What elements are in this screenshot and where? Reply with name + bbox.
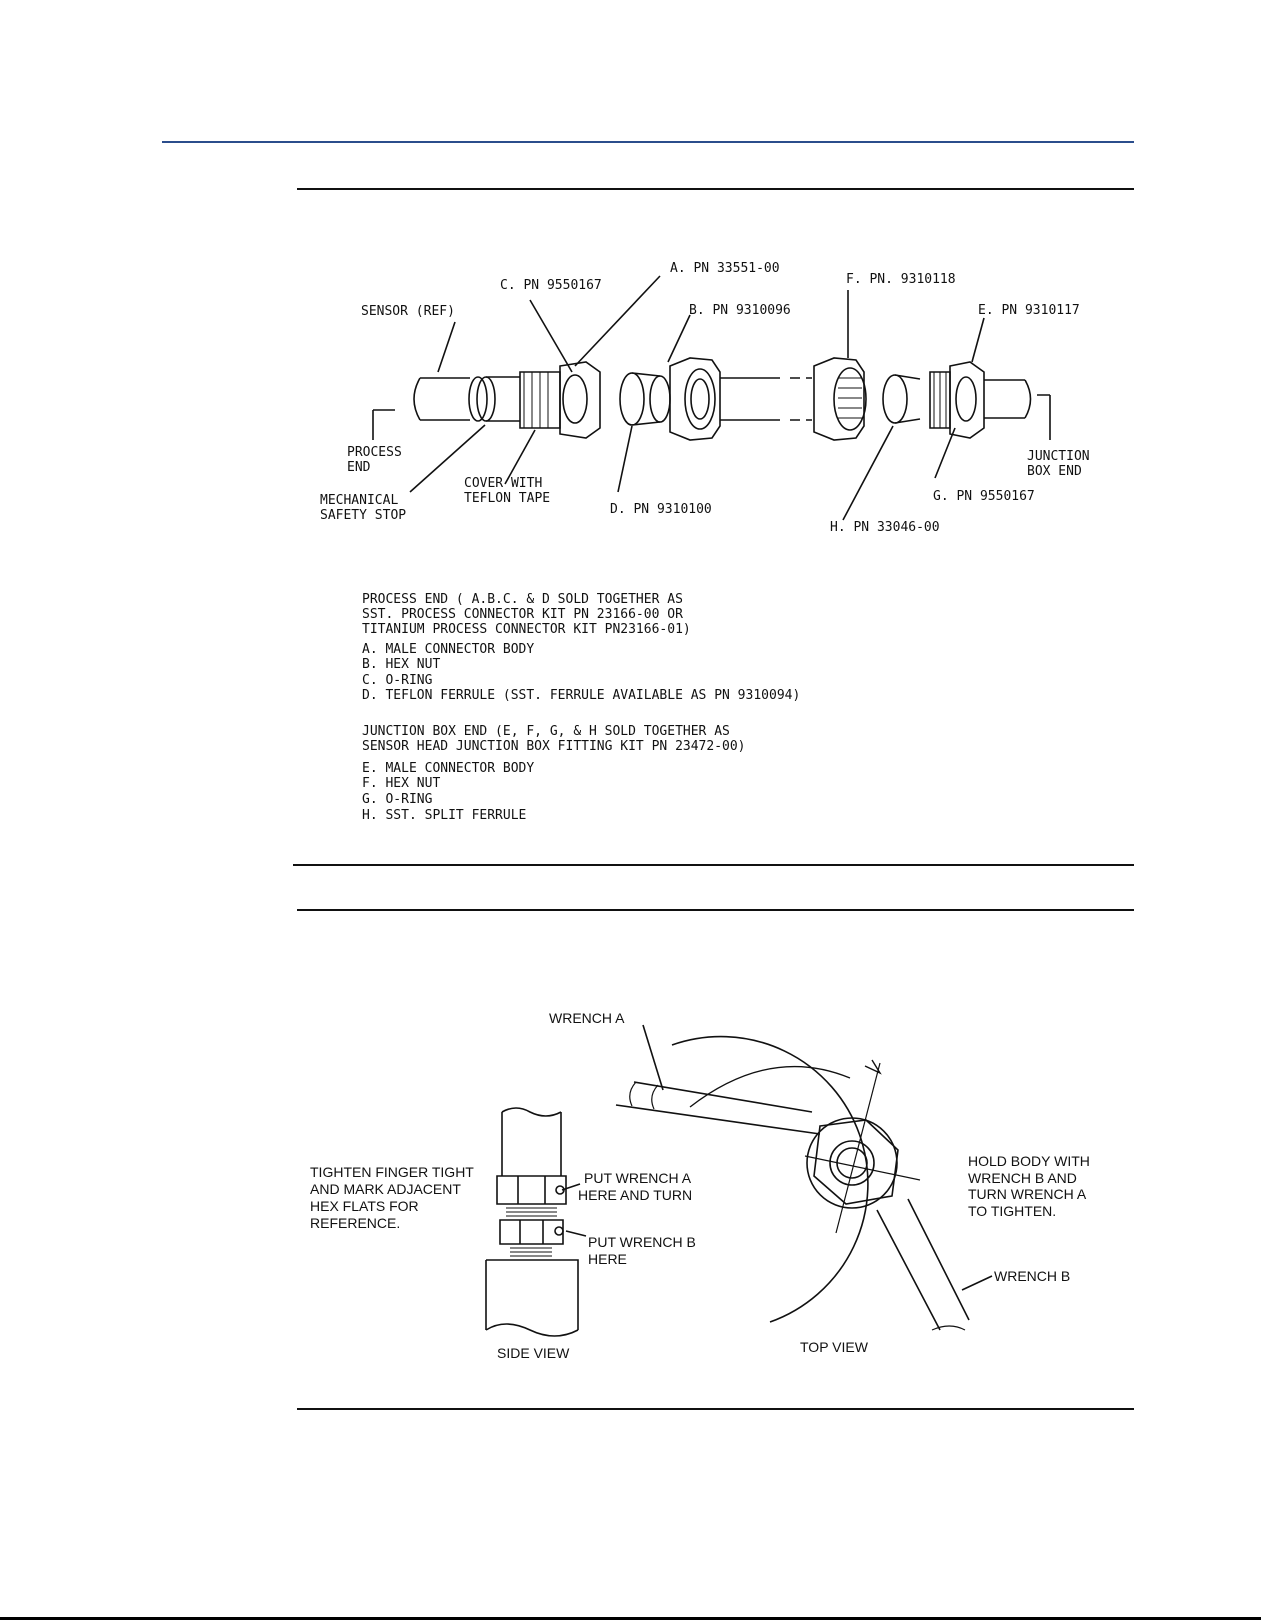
legend-junction-1: JUNCTION BOX END (E, F, G, & H SOLD TOGETHER AS	[362, 724, 730, 739]
junction-item-h: H. SST. SPLIT FERRULE	[362, 808, 527, 823]
wrench-labels	[310, 1010, 1090, 1361]
leader-wrench-b	[962, 1276, 992, 1290]
leader-sensor	[438, 322, 455, 372]
process-item-c: C. O-RING	[362, 673, 433, 688]
label-cover-2: TEFLON TAPE	[464, 491, 551, 506]
label-hold-3: TURN WRENCH A	[968, 1186, 1087, 1202]
side-hex-b	[500, 1220, 563, 1244]
label-tighten-1: TIGHTEN FINGER TIGHT	[310, 1164, 474, 1180]
hex-e	[950, 362, 984, 438]
label-wrench-b: WRENCH B	[994, 1268, 1071, 1284]
label-sensor-ref: SENSOR (REF)	[361, 304, 455, 319]
label-hold-4: TO TIGHTEN.	[968, 1203, 1057, 1219]
legend-process-1: PROCESS END ( A.B.C. & D SOLD TOGETHER AS	[362, 592, 683, 607]
leader-e	[972, 318, 984, 362]
wrench-b-handle	[877, 1199, 969, 1330]
leader-junction	[1037, 395, 1050, 440]
leader-d	[618, 426, 632, 492]
label-put-a-2: HERE AND TURN	[578, 1187, 693, 1203]
label-wrench-a: WRENCH A	[549, 1010, 625, 1026]
side-tube	[502, 1112, 561, 1176]
side-body	[486, 1260, 578, 1330]
label-tighten-4: REFERENCE.	[310, 1215, 401, 1231]
junction-item-f: F. HEX NUT	[362, 776, 441, 791]
label-d: D. PN 9310100	[610, 502, 712, 517]
legend-junction-2: SENSOR HEAD JUNCTION BOX FITTING KIT PN 23472-00)	[362, 739, 746, 754]
label-mech-stop-2: SAFETY STOP	[320, 508, 407, 523]
label-junction-1: JUNCTION	[1027, 449, 1090, 464]
label-tighten-3: HEX FLATS FOR	[310, 1198, 419, 1214]
safety-stop-ring	[469, 377, 487, 421]
leader-process-end	[373, 410, 395, 440]
label-b: B. PN 9310096	[689, 303, 791, 318]
label-put-b-2: HERE	[588, 1251, 627, 1267]
ferrule-d	[620, 373, 644, 425]
split-ferrule-h	[883, 375, 907, 423]
fitting-labels	[320, 261, 1090, 535]
leader-h	[843, 426, 893, 520]
label-e: E. PN 9310117	[978, 303, 1080, 318]
label-hold-1: HOLD BODY WITH	[968, 1153, 1090, 1169]
o-ring-c	[563, 375, 587, 423]
sensor-tip	[414, 378, 470, 420]
fitting-legend	[362, 592, 800, 823]
label-side-view: SIDE VIEW	[497, 1345, 570, 1361]
junction-item-g: G. O-RING	[362, 792, 433, 807]
side-view-diagram	[486, 1108, 586, 1336]
label-h: H. PN 33046-00	[830, 520, 940, 535]
legend-process-3: TITANIUM PROCESS CONNECTOR KIT PN23166-01)	[362, 622, 691, 637]
label-f: F. PN. 9310118	[846, 272, 956, 287]
label-junction-2: BOX END	[1027, 464, 1082, 479]
legend-process-2: SST. PROCESS CONNECTOR KIT PN 23166-00 OR	[362, 607, 683, 622]
label-top-view: TOP VIEW	[800, 1339, 868, 1355]
label-put-a-1: PUT WRENCH A	[584, 1170, 692, 1186]
wrench-a-handle	[616, 1082, 820, 1134]
label-g: G. PN 9550167	[933, 489, 1035, 504]
process-item-d: D. TEFLON FERRULE (SST. FERRULE AVAILABLE AS PN 9310094)	[362, 688, 801, 703]
process-item-b: B. HEX NUT	[362, 657, 441, 672]
label-c: C. PN 9550167	[500, 278, 602, 293]
label-put-b-1: PUT WRENCH B	[588, 1234, 696, 1250]
label-mech-stop-1: MECHANICAL	[320, 493, 399, 508]
label-process-end-1: PROCESS	[347, 445, 402, 460]
leader-g	[935, 428, 955, 478]
label-a: A. PN 33551-00	[670, 261, 780, 276]
label-process-end-2: END	[347, 460, 371, 475]
leader-wrench-a	[643, 1025, 663, 1090]
outer-swing-circle	[672, 1037, 868, 1322]
hex-a	[560, 362, 600, 438]
o-ring-g	[956, 377, 976, 421]
leader-b	[668, 315, 690, 362]
process-item-a: A. MALE CONNECTOR BODY	[362, 642, 535, 657]
label-tighten-2: AND MARK ADJACENT	[310, 1181, 461, 1197]
junction-item-e: E. MALE CONNECTOR BODY	[362, 761, 535, 776]
label-cover-1: COVER WITH	[464, 476, 543, 491]
label-hold-2: WRENCH B AND	[968, 1170, 1077, 1186]
leader-c	[530, 300, 572, 372]
